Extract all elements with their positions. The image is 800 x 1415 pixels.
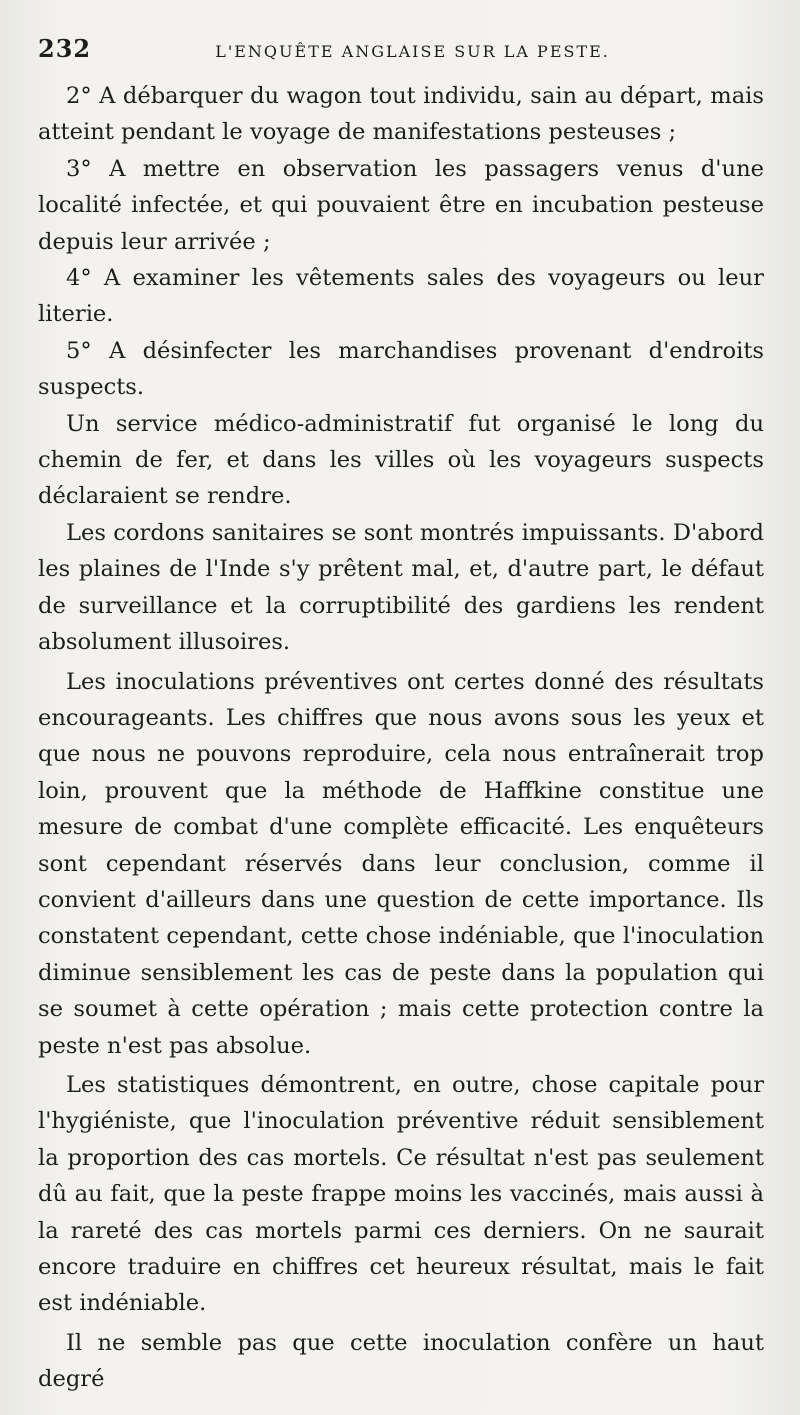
paragraph-item-4: 4° A examiner les vêtements sales des voyageurs ou leur literie. <box>38 265 764 328</box>
paragraph-item-5: 5° A désinfecter les marchandises provenant d'endroits suspects. <box>38 337 764 401</box>
paragraph-service: Un service médico-administratif fut organisé le long du chemin de fer, et dans les villes où les voyageurs suspects déclaraient se rendre. <box>38 410 764 510</box>
paragraph-item-3: 3° A mettre en observation les passagers venus d'une localité infectée, et qui pouvaient être en incubation pesteuse depuis leur arrivée ; <box>38 155 764 255</box>
paragraph-inoculations: Les inoculations préventives ont certes donné des résultats encourageants. Les chiffres que nous avons sous les yeux et que nous ne pouvons reproduire, cela nous entraînerait trop loin, prouvent que la méthode de Haffkine constitue une mesure de combat d'une complète efficacité. Les enquêteurs sont cependant réservés dans leur conclusion, comme il convient d'ailleurs dans une question de cette importance. Ils constatent cependant, cette chose indéniable, que l'inoculation diminue sensiblement les cas de peste dans la population qui se soumet à cette opération ; mais cette protection contre la peste n'est pas absolue. <box>38 668 764 1059</box>
paragraph-final: Il ne semble pas que cette inoculation confère un haut degré <box>38 1329 764 1393</box>
paragraph-item-2: 2° A débarquer du wagon tout individu, sain au départ, mais atteint pendant le voyage de manifestations pesteuses ; <box>38 83 764 146</box>
running-title: L'ENQUÊTE ANGLAISE SUR LA PESTE. <box>215 42 610 61</box>
page-header <box>38 34 764 74</box>
page-number: 232 <box>38 34 92 63</box>
body-text <box>38 78 764 1398</box>
paragraph-statistiques: Les statistiques démontrent, en outre, chose capitale pour l'hygiéniste, que l'inoculation préventive réduit sensiblement la proportion des cas mortels. Ce résultat n'est pas seulement dû au fait, que la peste frappe moins les vaccinés, mais aussi à la rareté des cas mortels parmi ces derniers. On ne saurait encore traduire en chiffres cet heureux résultat, mais le fait est indéniable. <box>38 1071 764 1317</box>
paragraph-cordons: Les cordons sanitaires se sont montrés impuissants. D'abord les plaines de l'Inde s'y prêtent mal, et, d'autre part, le défaut de surveillance et la corruptibilité des gardiens les rendent absolument illusoires. <box>38 519 764 656</box>
